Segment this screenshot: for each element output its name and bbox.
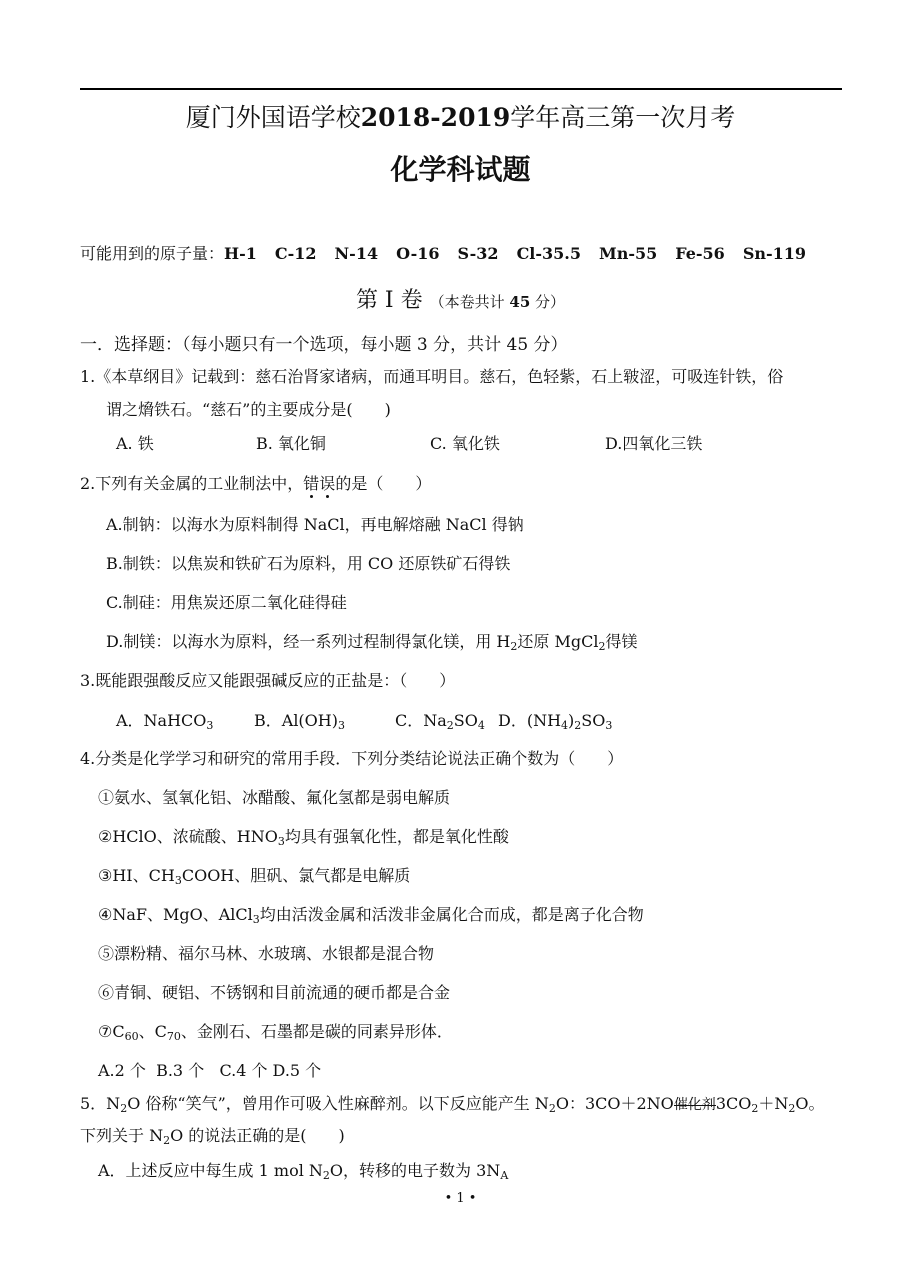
atomic-mass-fe: Fe-56 (675, 244, 725, 263)
q5-option-a (98, 1160, 508, 1187)
q4-s7-pre: ⑦C (98, 1022, 125, 1041)
q5-l2-b: O 的说法正确的是( ) (170, 1126, 345, 1145)
q2-d-sub2: 2 (598, 640, 606, 653)
q1-stem-line1: 1.《本草纲目》记载到：慈石治肾家诸病，而通耳明目。慈石，色轻紫，石上皲涩，可吸连针铁，俗 (80, 367, 784, 386)
q5-catalyst-label: 催化剂 (674, 1094, 716, 1116)
q5-l1-e: ＋N (758, 1094, 789, 1113)
note-score: 45 (509, 293, 531, 311)
q4-s7-sub2: 70 (166, 1030, 181, 1043)
q4-statement-3 (98, 865, 410, 892)
q3-b-text: B．Al(OH) (254, 711, 338, 730)
note-prefix: （本卷共计 (429, 293, 510, 311)
section-title (0, 286, 921, 317)
atomic-mass-s: S-32 (457, 244, 499, 263)
q5-l1-s3: 2 (751, 1102, 759, 1115)
section-title-main: 第 Ⅰ 卷 (355, 288, 423, 313)
q4-statement-1: ①氨水、氢氧化铝、冰醋酸、氟化氢都是弱电解质 (98, 788, 451, 807)
atomic-masses-label: 可能用到的原子量： (80, 244, 225, 263)
q2-stem-pre: 2.下列有关金属的工业制法中， (80, 474, 304, 493)
q3-option-b (254, 710, 345, 737)
q4-s7-mid: 、C (138, 1022, 167, 1041)
q4-statement-7 (98, 1021, 453, 1048)
title-term: 学年高三第一次月考 (510, 103, 736, 132)
q3-option-d (498, 710, 612, 737)
q2-option-a: A.制钠：以海水为原料制得 NaCl，再电解熔融 NaCl 得钠 (106, 515, 524, 534)
q2-d-pre: D.制镁：以海水为原料，经一系列过程制得氯化镁，用 H (106, 632, 511, 651)
q2-stem (80, 473, 431, 495)
atomic-mass-c: C-12 (274, 244, 317, 263)
q5-l1-s2: 2 (548, 1102, 556, 1115)
q5-a-text2: O，转移的电子数为 3N (329, 1161, 501, 1180)
q5-l1-f: O。 (795, 1094, 825, 1113)
q5-stem-line2 (80, 1125, 345, 1152)
atomic-mass-sn: Sn-119 (742, 244, 807, 263)
q3-d-sub1: 4 (561, 719, 569, 732)
q4-s3-post: COOH、胆矾、氯气都是电解质 (181, 866, 411, 885)
page-number: • 1 • (444, 1191, 477, 1206)
atomic-masses (80, 243, 806, 265)
q3-c-mid: SO (453, 711, 478, 730)
q4-s2-sub: 3 (277, 835, 285, 848)
q3-c-sub2: 4 (477, 719, 485, 732)
exam-subtitle: 化学科试题 (390, 153, 531, 186)
q2-option-c: C.制硅：用焦炭还原二氧化硅得硅 (106, 593, 347, 612)
q4-statement-2 (98, 826, 509, 853)
q5-l1-a: 5．N (80, 1094, 121, 1113)
q5-a-sub: 2 (322, 1169, 330, 1182)
q4-s3-pre: ③HI、CH (98, 866, 175, 885)
q4-s7-sub1: 60 (124, 1030, 139, 1043)
q4-s4-sub: 3 (252, 913, 260, 926)
q4-statement-5: ⑤漂粉精、福尔马林、水玻璃、水银都是混合物 (98, 944, 435, 963)
q5-l2-sub: 2 (163, 1134, 171, 1147)
q5-l1-s1: 2 (120, 1102, 128, 1115)
q4-s2-pre: ②HClO、浓硫酸、HNO (98, 827, 278, 846)
q3-d-mid: ) (568, 711, 575, 730)
q2-option-b: B.制铁：以焦炭和铁矿石为原料，用 CO 还原铁矿石得铁 (106, 554, 511, 573)
q5-stem-line1 (80, 1093, 825, 1120)
q2-option-d (106, 631, 637, 658)
q4-s4-post: 均由活泼金属和活泼非金属化合而成，都是离子化合物 (259, 905, 644, 924)
q4-options: A.2 个 B.3 个 C.4 个 D.5 个 (98, 1061, 322, 1080)
q1-option-a: A. 铁 (116, 434, 154, 453)
top-rule (80, 88, 842, 90)
q4-s2-post: 均具有强氧化性，都是氧化性酸 (284, 827, 509, 846)
q2-stem-post: 的是（ ） (335, 474, 432, 493)
q3-c-text: C．Na (395, 711, 447, 730)
q3-c-sub1: 2 (446, 719, 454, 732)
atomic-mass-mn: Mn-55 (598, 244, 658, 263)
q2-emphasis-char2: 误 (319, 474, 336, 493)
title-years: 2018-2019 (360, 103, 511, 132)
q5-l1-d: 3CO (715, 1094, 752, 1113)
q3-d-sub3: 3 (605, 719, 613, 732)
q2-emphasis-char1: 错 (303, 474, 320, 493)
q5-l2-a: 下列关于 N (80, 1126, 164, 1145)
q3-a-text: A．NaHCO (116, 711, 207, 730)
q5-a-text: A．上述反应中每生成 1 mol N (98, 1161, 323, 1180)
q3-stem: 3.既能跟强酸反应又能跟强碱反应的正盐是：（ ） (80, 671, 456, 690)
q2-d-sub1: 2 (510, 640, 518, 653)
q1-stem-line2: 谓之熁铁石。“慈石”的主要成分是( ) (106, 400, 391, 419)
q3-b-sub: 3 (338, 719, 345, 732)
note-suffix: 分） (530, 293, 566, 311)
q4-statement-6: ⑥青铜、硬铝、不锈钢和目前流通的硬币都是合金 (98, 983, 451, 1002)
section-title-note (430, 293, 565, 311)
q4-statement-4 (98, 904, 644, 931)
q4-s4-pre: ④NaF、MgO、AlCl (98, 905, 253, 924)
atomic-mass-o: O-16 (396, 244, 440, 263)
q3-d-post: SO (581, 711, 606, 730)
q3-option-c (395, 710, 485, 737)
q3-a-sub: 3 (206, 719, 214, 732)
q3-option-a (116, 710, 213, 737)
q3-d-text: D．(NH (498, 711, 562, 730)
q4-s3-sub: 3 (174, 874, 182, 887)
q4-s7-post: 、金刚石、石墨都是碳的同素异形体． (180, 1022, 453, 1041)
q1-option-b: B. 氧化铜 (256, 434, 326, 453)
q1-option-c: C. 氧化铁 (430, 434, 500, 453)
q2-d-post: 得镁 (605, 632, 638, 651)
atomic-mass-cl: Cl-35.5 (516, 244, 581, 263)
q5-l1-b: O 俗称“笑气”，曾用作可吸入性麻醉剂。以下反应能产生 N (127, 1094, 549, 1113)
q5-a-sub2: A (500, 1169, 509, 1182)
exam-title (0, 102, 921, 134)
q2-d-mid: 还原 MgCl (517, 632, 599, 651)
q3-d-sub2: 2 (574, 719, 582, 732)
part-one-heading: 一．选择题：（每小题只有一个选项，每小题 3 分，共计 45 分） (80, 335, 568, 355)
q1-option-d: D.四氧化三铁 (605, 434, 703, 453)
atomic-mass-h: H-1 (224, 244, 257, 263)
q5-l1-s4: 2 (788, 1102, 796, 1115)
q5-l1-c: O：3CO＋2NO (555, 1094, 674, 1113)
title-school: 厦门外国语学校 (185, 103, 361, 132)
q4-stem: 4.分类是化学学习和研究的常用手段．下列分类结论说法正确个数为（ ） (80, 749, 624, 768)
atomic-mass-n: N-14 (334, 244, 379, 263)
